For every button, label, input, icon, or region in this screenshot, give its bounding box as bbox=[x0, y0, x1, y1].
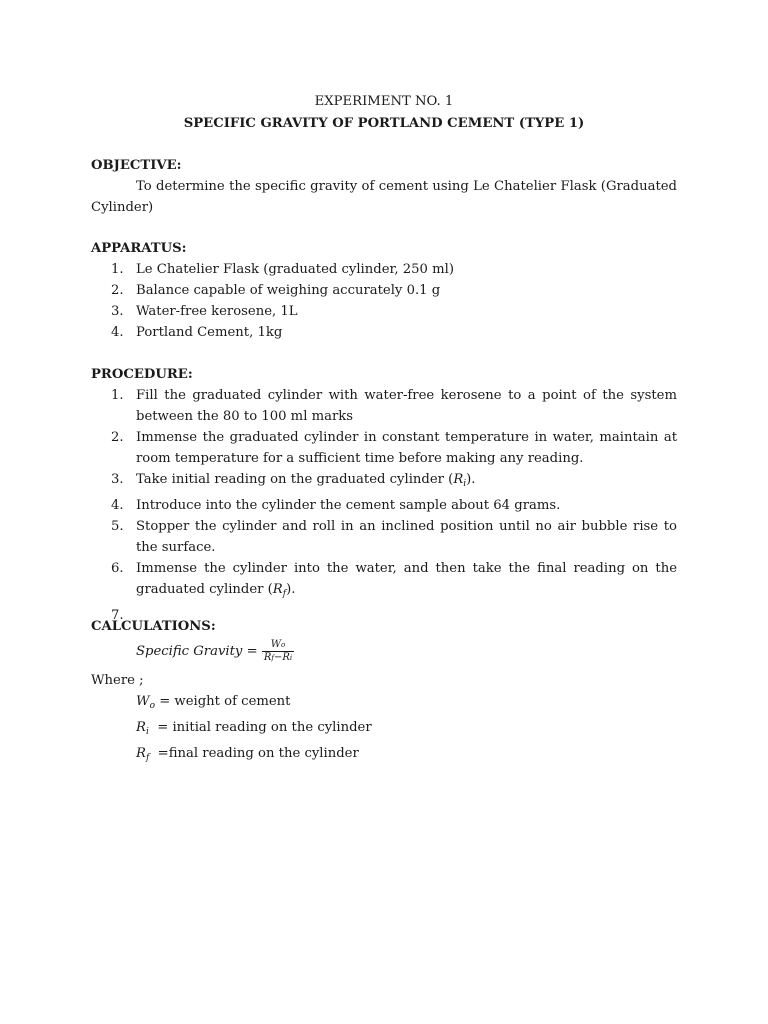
experiment-number: EXPERIMENT NO. 1 bbox=[314, 94, 454, 109]
objective-heading: OBJECTIVE: bbox=[91, 158, 182, 173]
list-item: 7. bbox=[111, 608, 124, 623]
list-item: 2. Balance capable of weighing accurately 0.1 g bbox=[111, 283, 441, 298]
list-item: 2. Immense the graduated cylinder in constant temperature in water, maintain at room temperature for a sufficient time before making any reading. bbox=[111, 430, 677, 466]
where-row-weight: $W_o$ = weight of cement bbox=[136, 694, 291, 711]
where-row-initial: $R_i$ = initial reading on the cylinder bbox=[136, 720, 372, 737]
list-item: 4. Introduce into the cylinder the cement sample about 64 grams. bbox=[111, 498, 561, 513]
list-item: 3. Water-free kerosene, 1L bbox=[111, 304, 298, 319]
list-item: 1. Fill the graduated cylinder with water-free kerosene to a point of the system between the 80 to 100 ml marks bbox=[111, 388, 677, 424]
calculations-heading: CALCULATIONS: bbox=[91, 619, 216, 634]
list-item: 6. Immense the cylinder into the water, and then take the final reading on the graduated cylinder $(R_f)$. bbox=[111, 561, 677, 599]
objective-text: To determine the specific gravity of cement using Le Chatelier Flask (Graduated Cylinder) bbox=[91, 179, 677, 215]
formula-fraction: $\frac{Wo}{Rf-Ri}$ bbox=[263, 639, 293, 663]
apparatus-heading: APPARATUS: bbox=[91, 241, 187, 256]
procedure-list bbox=[91, 385, 677, 626]
procedure-heading: PROCEDURE: bbox=[91, 367, 193, 382]
formula: Specific Gravity = $\frac{Wo}{Rf-Ri}$ bbox=[136, 639, 293, 663]
apparatus-list bbox=[91, 259, 677, 343]
apparatus-section bbox=[91, 238, 677, 343]
list-item: 3. Take initial reading on the graduated cylinder $(R_i)$. bbox=[111, 472, 476, 489]
where-row-final: $R_f$ =final reading on the cylinder bbox=[136, 746, 359, 763]
list-item: 5. Stopper the cylinder and roll in an inclined position until no air bubble rise to the surface. bbox=[111, 519, 677, 555]
where-label: Where ; bbox=[91, 673, 144, 688]
where-section bbox=[91, 670, 677, 769]
list-item: 1. Le Chatelier Flask (graduated cylinder, 250 ml) bbox=[111, 262, 454, 277]
objective-section bbox=[91, 155, 677, 218]
experiment-title: SPECIFIC GRAVITY OF PORTLAND CEMENT (TYPE 1) bbox=[183, 116, 585, 131]
list-item: 4. Portland Cement, 1kg bbox=[111, 325, 283, 340]
procedure-section bbox=[91, 364, 677, 626]
calculations-section bbox=[91, 616, 677, 667]
